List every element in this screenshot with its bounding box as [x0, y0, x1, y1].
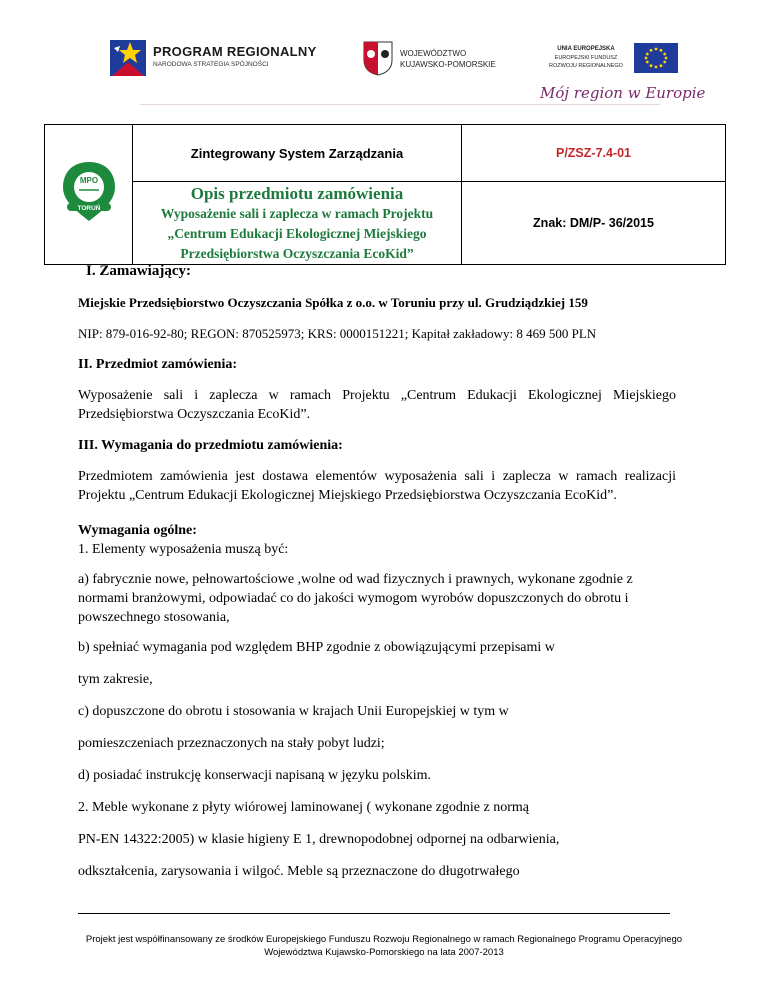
footer-divider — [78, 913, 670, 914]
wojewodztwo-line2: KUJAWSKO-POMORSKIE — [400, 60, 496, 69]
mpo-city: TORUŃ — [77, 205, 100, 212]
requirement-c-line2: pomieszczeniach przeznaczonych na stały pobyt ludzi; — [78, 736, 385, 751]
system-name: Zintegrowany System Zarządzania — [133, 125, 462, 182]
general-requirements-heading: Wymagania ogólne: — [78, 523, 197, 538]
section-1-heading: I. Zamawiający: — [86, 263, 191, 279]
section-2-text: Wyposażenie sali i zaplecza w ramach Projektu „Centrum Edukacji Ekologicznej Miejskiego Przedsiębiorstwa Oczyszczania EcoKid”. — [78, 388, 676, 422]
program-subtitle: NARODOWA STRATEGIA SPÓJNOŚCI — [153, 61, 269, 68]
slogan-divider — [140, 104, 660, 105]
mpo-logo-cell — [45, 125, 133, 265]
eu-logo — [540, 43, 680, 79]
requirement-c-line1: c) dopuszczone do obrotu i stosowania w krajach Unii Europejskiej w tym w — [78, 704, 509, 719]
section-1-company: Miejskie Przedsiębiorstwo Oczyszczania Spółka z o.o. w Toruniu przy ul. Grudziądzkiej 159 — [78, 295, 588, 310]
document-code: P/ZSZ-7.4-01 — [462, 125, 726, 182]
eu-line2: EUROPEJSKI FUNDUSZ — [554, 55, 618, 61]
logo-bar — [0, 0, 768, 110]
document-body — [78, 262, 676, 881]
document-subtitle-line1: Wyposażenie sali i zaplecza w ramach Projektu — [160, 206, 434, 221]
wojewodztwo-logo — [362, 40, 512, 80]
section-3-heading: III. Wymagania do przedmiotu zamówienia: — [78, 438, 343, 453]
coat-of-arms-icon — [362, 40, 394, 76]
document-sign: Znak: DM/P- 36/2015 — [462, 182, 726, 265]
wojewodztwo-line1: WOJEWÓDZTWO — [400, 49, 467, 58]
section-1-ids: NIP: 879-016-92-80; REGON: 870525973; KRS: 0000151221; Kapitał zakładowy: 8 469 500 PLN — [78, 326, 597, 341]
mpo-logo-icon — [59, 159, 119, 225]
requirement-2-line2: PN-EN 14322:2005) w klasie higieny E 1, drewnopodobnej odpornej na odbarwienia, — [78, 832, 560, 847]
document-header-table — [44, 124, 726, 265]
requirement-b-line1: b) spełniać wymagania pod względem BHP zgodnie z obowiązującymi przepisami w — [78, 640, 555, 655]
mpo-letters: MPO — [79, 176, 98, 185]
footer — [40, 933, 728, 959]
document-title: Opis przedmiotu zamówienia — [190, 184, 404, 203]
slogan: Mój region w Europie — [540, 84, 706, 102]
section-3-text: Przedmiotem zamówienia jest dostawa elementów wyposażenia sali i zaplecza w ramach realizacji Projektu „Centrum Edukacji Ekologicznej Miejskiego Przedsiębiorstwa Oczyszczania EcoKid”. — [78, 469, 676, 503]
requirement-d: d) posiadać instrukcję konserwacji napisaną w języku polskim. — [78, 768, 432, 783]
requirement-2-line1: 2. Meble wykonane z płyty wiórowej laminowanej ( wykonane zgodnie z normą — [78, 800, 529, 815]
requirement-2-line3: odkształcenia, zarysowania i wilgoć. Meble są przeznaczone do długotrwałego — [78, 864, 520, 879]
document-subtitle-line2: „Centrum Edukacji Ekologicznej Miejskiego — [167, 226, 427, 241]
title-cell — [133, 182, 462, 265]
document-subtitle-line3: Przedsiębiorstwa Oczyszczania EcoKid” — [180, 246, 414, 261]
requirement-b-line2: tym zakresie, — [78, 672, 153, 687]
footer-line1: Projekt jest współfinansowany ze środków Europejskiego Funduszu Rozwoju Regionalnego w ramach Regionalnego Programu Operacyjnego — [85, 934, 683, 945]
program-regionalny-logo — [108, 38, 317, 78]
eu-line3: ROZWOJU REGIONALNEGO — [549, 63, 623, 69]
program-title: PROGRAM REGIONALNY — [153, 44, 317, 59]
eu-line1: UNIA EUROPEJSKA — [557, 46, 615, 52]
requirement-1: 1. Elementy wyposażenia muszą być: — [78, 542, 289, 557]
section-2-heading: II. Przedmiot zamówienia: — [78, 357, 238, 372]
requirement-a: a) fabrycznie nowe, pełnowartościowe ,wolne od wad fizycznych i prawnych, wykonane zgodnie z normami branżowymi, odpowiadać co do jakości wymogom wyrobów dopuszczonych do obrotu i powszechnego stosowania, — [78, 572, 633, 625]
footer-line2: Województwa Kujawsko-Pomorskiego na lata 2007-2013 — [264, 947, 504, 958]
program-star-icon — [108, 38, 148, 78]
eu-flag-icon — [634, 43, 678, 73]
